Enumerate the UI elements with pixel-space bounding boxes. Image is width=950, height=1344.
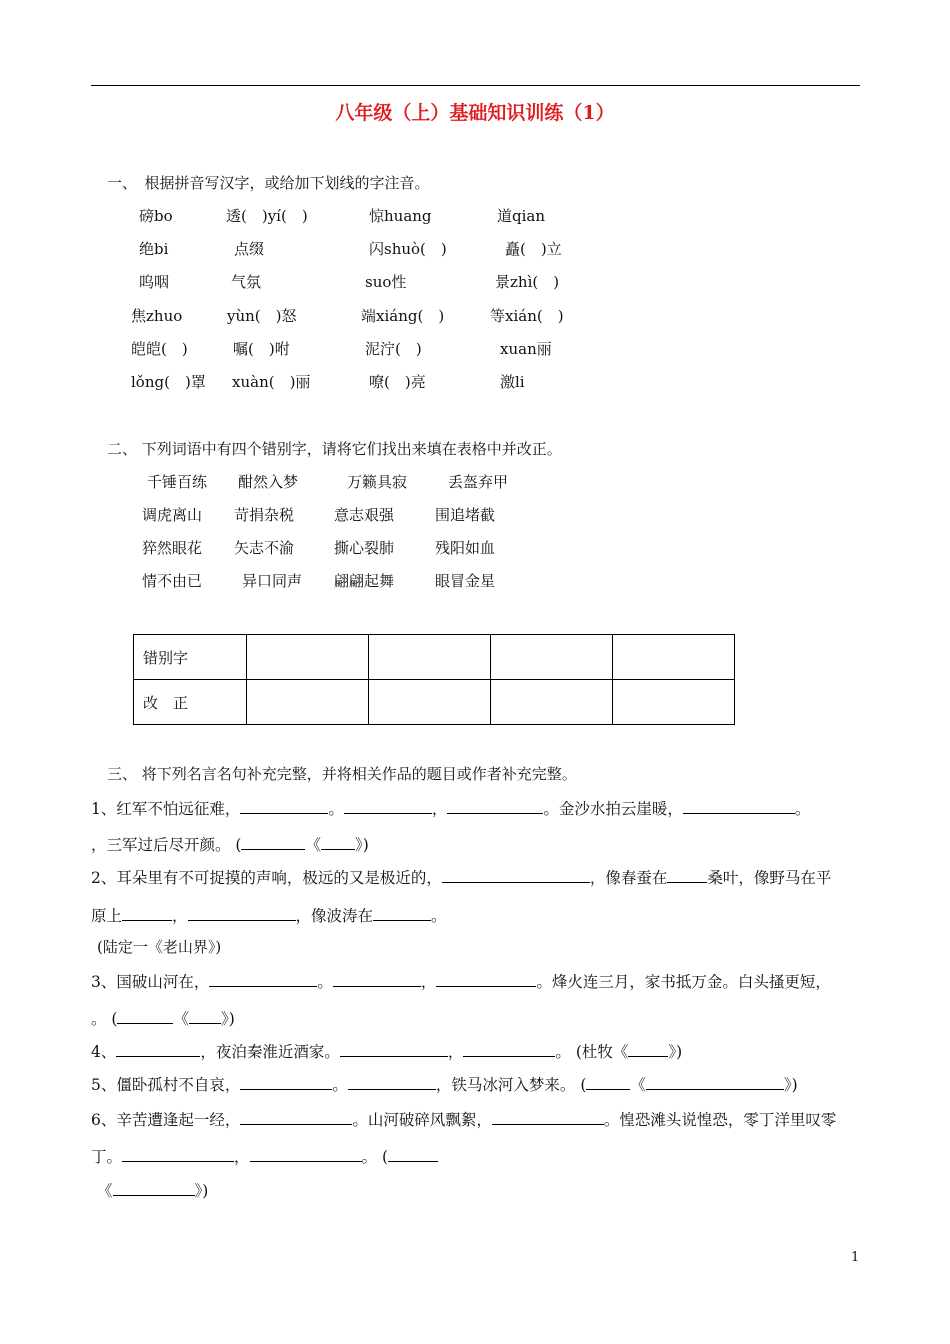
page-number: 1 bbox=[851, 1250, 860, 1265]
idiom-item: 丢盔弃甲 bbox=[448, 473, 509, 491]
fill-blank[interactable] bbox=[122, 906, 172, 921]
pinyin-item: 皑皑( ) bbox=[131, 340, 188, 358]
fill-blank[interactable] bbox=[240, 799, 328, 814]
fill-blank[interactable] bbox=[333, 972, 421, 987]
pinyin-item: lǒng( )罩 bbox=[131, 373, 206, 391]
question-6-line-3: 《 》) bbox=[97, 1182, 209, 1200]
question-2-source: (陆定一《老山界》) bbox=[97, 938, 222, 956]
pinyin-item: 呜咽 bbox=[139, 273, 170, 291]
idiom-item: 调虎离山 bbox=[142, 506, 203, 524]
question-6-line-1: 6、辛苦遭逢起一经， 。山河破碎风飘絮， 。惶恐滩头说惶恐，零丁洋里叹零 bbox=[91, 1111, 837, 1129]
question-6-line-2: 丁。 ， 。 ( bbox=[91, 1145, 438, 1167]
table-label-wrong: 错别字 bbox=[134, 635, 247, 680]
idiom-item: 眼冒金星 bbox=[435, 572, 496, 590]
answer-cell[interactable] bbox=[613, 635, 735, 680]
section2-heading: 二、 下列词语中有四个错别字，请将它们找出来填在表格中并改正。 bbox=[107, 440, 562, 458]
fill-blank[interactable] bbox=[667, 868, 707, 883]
fill-blank[interactable] bbox=[442, 868, 590, 883]
fill-blank[interactable] bbox=[628, 1042, 668, 1057]
question-1-line-1: 1、红军不怕远征难， 。 ， 。金沙水拍云崖暖， 。 bbox=[91, 800, 811, 818]
answer-cell[interactable] bbox=[247, 680, 369, 725]
section3-heading: 三、 将下列名言名句补充完整，并将相关作品的题目或作者补充完整。 bbox=[107, 765, 577, 783]
fill-blank[interactable] bbox=[117, 1009, 173, 1024]
question-2-line-1: 2、耳朵里有不可捉摸的声响，极远的又是极近的， ，像春蚕在 桑叶，像野马在平 bbox=[91, 869, 832, 887]
section1-heading: 一、 根据拼音写汉字，或给加下划线的字注音。 bbox=[107, 174, 430, 192]
table-row bbox=[134, 635, 735, 680]
fill-blank[interactable] bbox=[321, 835, 355, 850]
pinyin-item: 磅bo bbox=[139, 207, 173, 225]
pinyin-item: 焦zhuo bbox=[131, 307, 183, 325]
pinyin-item: 气氛 bbox=[231, 273, 262, 291]
fill-blank[interactable] bbox=[188, 906, 296, 921]
idiom-item: 矢志不渝 bbox=[234, 539, 295, 557]
fill-blank[interactable] bbox=[344, 799, 432, 814]
question-2-line-2: 原上 ， ，像波涛在 。 bbox=[91, 907, 447, 925]
fill-blank[interactable] bbox=[492, 1110, 604, 1125]
fill-blank[interactable] bbox=[683, 799, 795, 814]
pinyin-item: 透( )yí( ) bbox=[226, 207, 308, 225]
answer-cell[interactable] bbox=[369, 680, 491, 725]
fill-blank[interactable] bbox=[240, 1075, 332, 1090]
pinyin-item: yùn( )怒 bbox=[227, 307, 297, 325]
pinyin-item: xuàn( )丽 bbox=[232, 373, 311, 391]
idiom-item: 异口同声 bbox=[242, 572, 303, 590]
question-5: 5、僵卧孤村不自哀， 。 ，铁马冰河入梦来。 ( 《 》) bbox=[91, 1076, 798, 1094]
fill-blank[interactable] bbox=[388, 1147, 438, 1162]
page-title: 八年级（上）基础知识训练（1） bbox=[335, 102, 615, 124]
idiom-item: 意志艰强 bbox=[334, 506, 395, 524]
idiom-item: 围追堵截 bbox=[435, 506, 496, 524]
fill-blank[interactable] bbox=[646, 1075, 784, 1090]
idiom-item: 万籁具寂 bbox=[347, 473, 408, 491]
fill-blank[interactable] bbox=[122, 1147, 234, 1162]
top-rule bbox=[91, 85, 860, 86]
fill-blank[interactable] bbox=[189, 1009, 221, 1024]
fill-blank[interactable] bbox=[113, 1181, 195, 1196]
pinyin-item: 嘱( )咐 bbox=[233, 340, 290, 358]
answer-cell[interactable] bbox=[369, 635, 491, 680]
idiom-item: 撕心裂肺 bbox=[334, 539, 395, 557]
fill-blank[interactable] bbox=[436, 972, 536, 987]
pinyin-item: 道qian bbox=[497, 207, 546, 225]
question-3-line-1: 3、国破山河在， 。 ， 。烽火连三月，家书抵万金。白头搔更短， bbox=[91, 973, 831, 991]
table-row bbox=[134, 680, 735, 725]
fill-blank[interactable] bbox=[209, 972, 317, 987]
fill-blank[interactable] bbox=[586, 1075, 630, 1090]
answer-cell[interactable] bbox=[491, 635, 613, 680]
question-4: 4、 ，夜泊秦淮近酒家。 ， 。 (杜牧《 》) bbox=[91, 1043, 683, 1061]
pinyin-item: 等xián( ) bbox=[490, 307, 564, 325]
pinyin-item: 绝bi bbox=[139, 240, 169, 258]
answer-cell[interactable] bbox=[613, 680, 735, 725]
pinyin-item: 嘹( )亮 bbox=[369, 373, 426, 391]
pinyin-item: 景zhì( ) bbox=[495, 273, 560, 291]
fill-blank[interactable] bbox=[463, 1042, 555, 1057]
fill-blank[interactable] bbox=[447, 799, 543, 814]
idiom-item: 千锤百练 bbox=[147, 473, 208, 491]
idiom-item: 酣然入梦 bbox=[238, 473, 299, 491]
pinyin-item: 激li bbox=[500, 373, 525, 391]
fill-blank[interactable] bbox=[241, 835, 305, 850]
fill-blank[interactable] bbox=[348, 1075, 436, 1090]
question-1-line-2: ，三军过后尽开颜。 ( 《 》) bbox=[91, 836, 369, 854]
pinyin-item: suo性 bbox=[365, 273, 407, 291]
idiom-item: 苛捐杂税 bbox=[234, 506, 295, 524]
fill-blank[interactable] bbox=[116, 1042, 200, 1057]
fill-blank[interactable] bbox=[240, 1110, 352, 1125]
idiom-item: 猝然眼花 bbox=[142, 539, 203, 557]
answer-cell[interactable] bbox=[491, 680, 613, 725]
pinyin-item: 矗( )立 bbox=[505, 240, 562, 258]
fill-blank[interactable] bbox=[250, 1147, 362, 1162]
answer-cell[interactable] bbox=[247, 635, 369, 680]
pinyin-item: 闪shuò( ) bbox=[369, 240, 447, 258]
fill-blank[interactable] bbox=[340, 1042, 448, 1057]
pinyin-item: 泥泞( ) bbox=[365, 340, 422, 358]
fill-blank[interactable] bbox=[373, 906, 431, 921]
pinyin-item: 点缀 bbox=[234, 240, 265, 258]
pinyin-item: 端xiáng( ) bbox=[361, 307, 445, 325]
idiom-item: 情不由已 bbox=[142, 572, 203, 590]
pinyin-item: xuan丽 bbox=[500, 340, 552, 358]
table-label-correct: 改 正 bbox=[134, 680, 247, 725]
idiom-item: 残阳如血 bbox=[435, 539, 496, 557]
idiom-item: 翩翩起舞 bbox=[334, 572, 395, 590]
correction-table bbox=[133, 634, 735, 725]
pinyin-item: 惊huang bbox=[369, 207, 432, 225]
question-3-line-2: 。 ( 《 》) bbox=[91, 1010, 235, 1028]
